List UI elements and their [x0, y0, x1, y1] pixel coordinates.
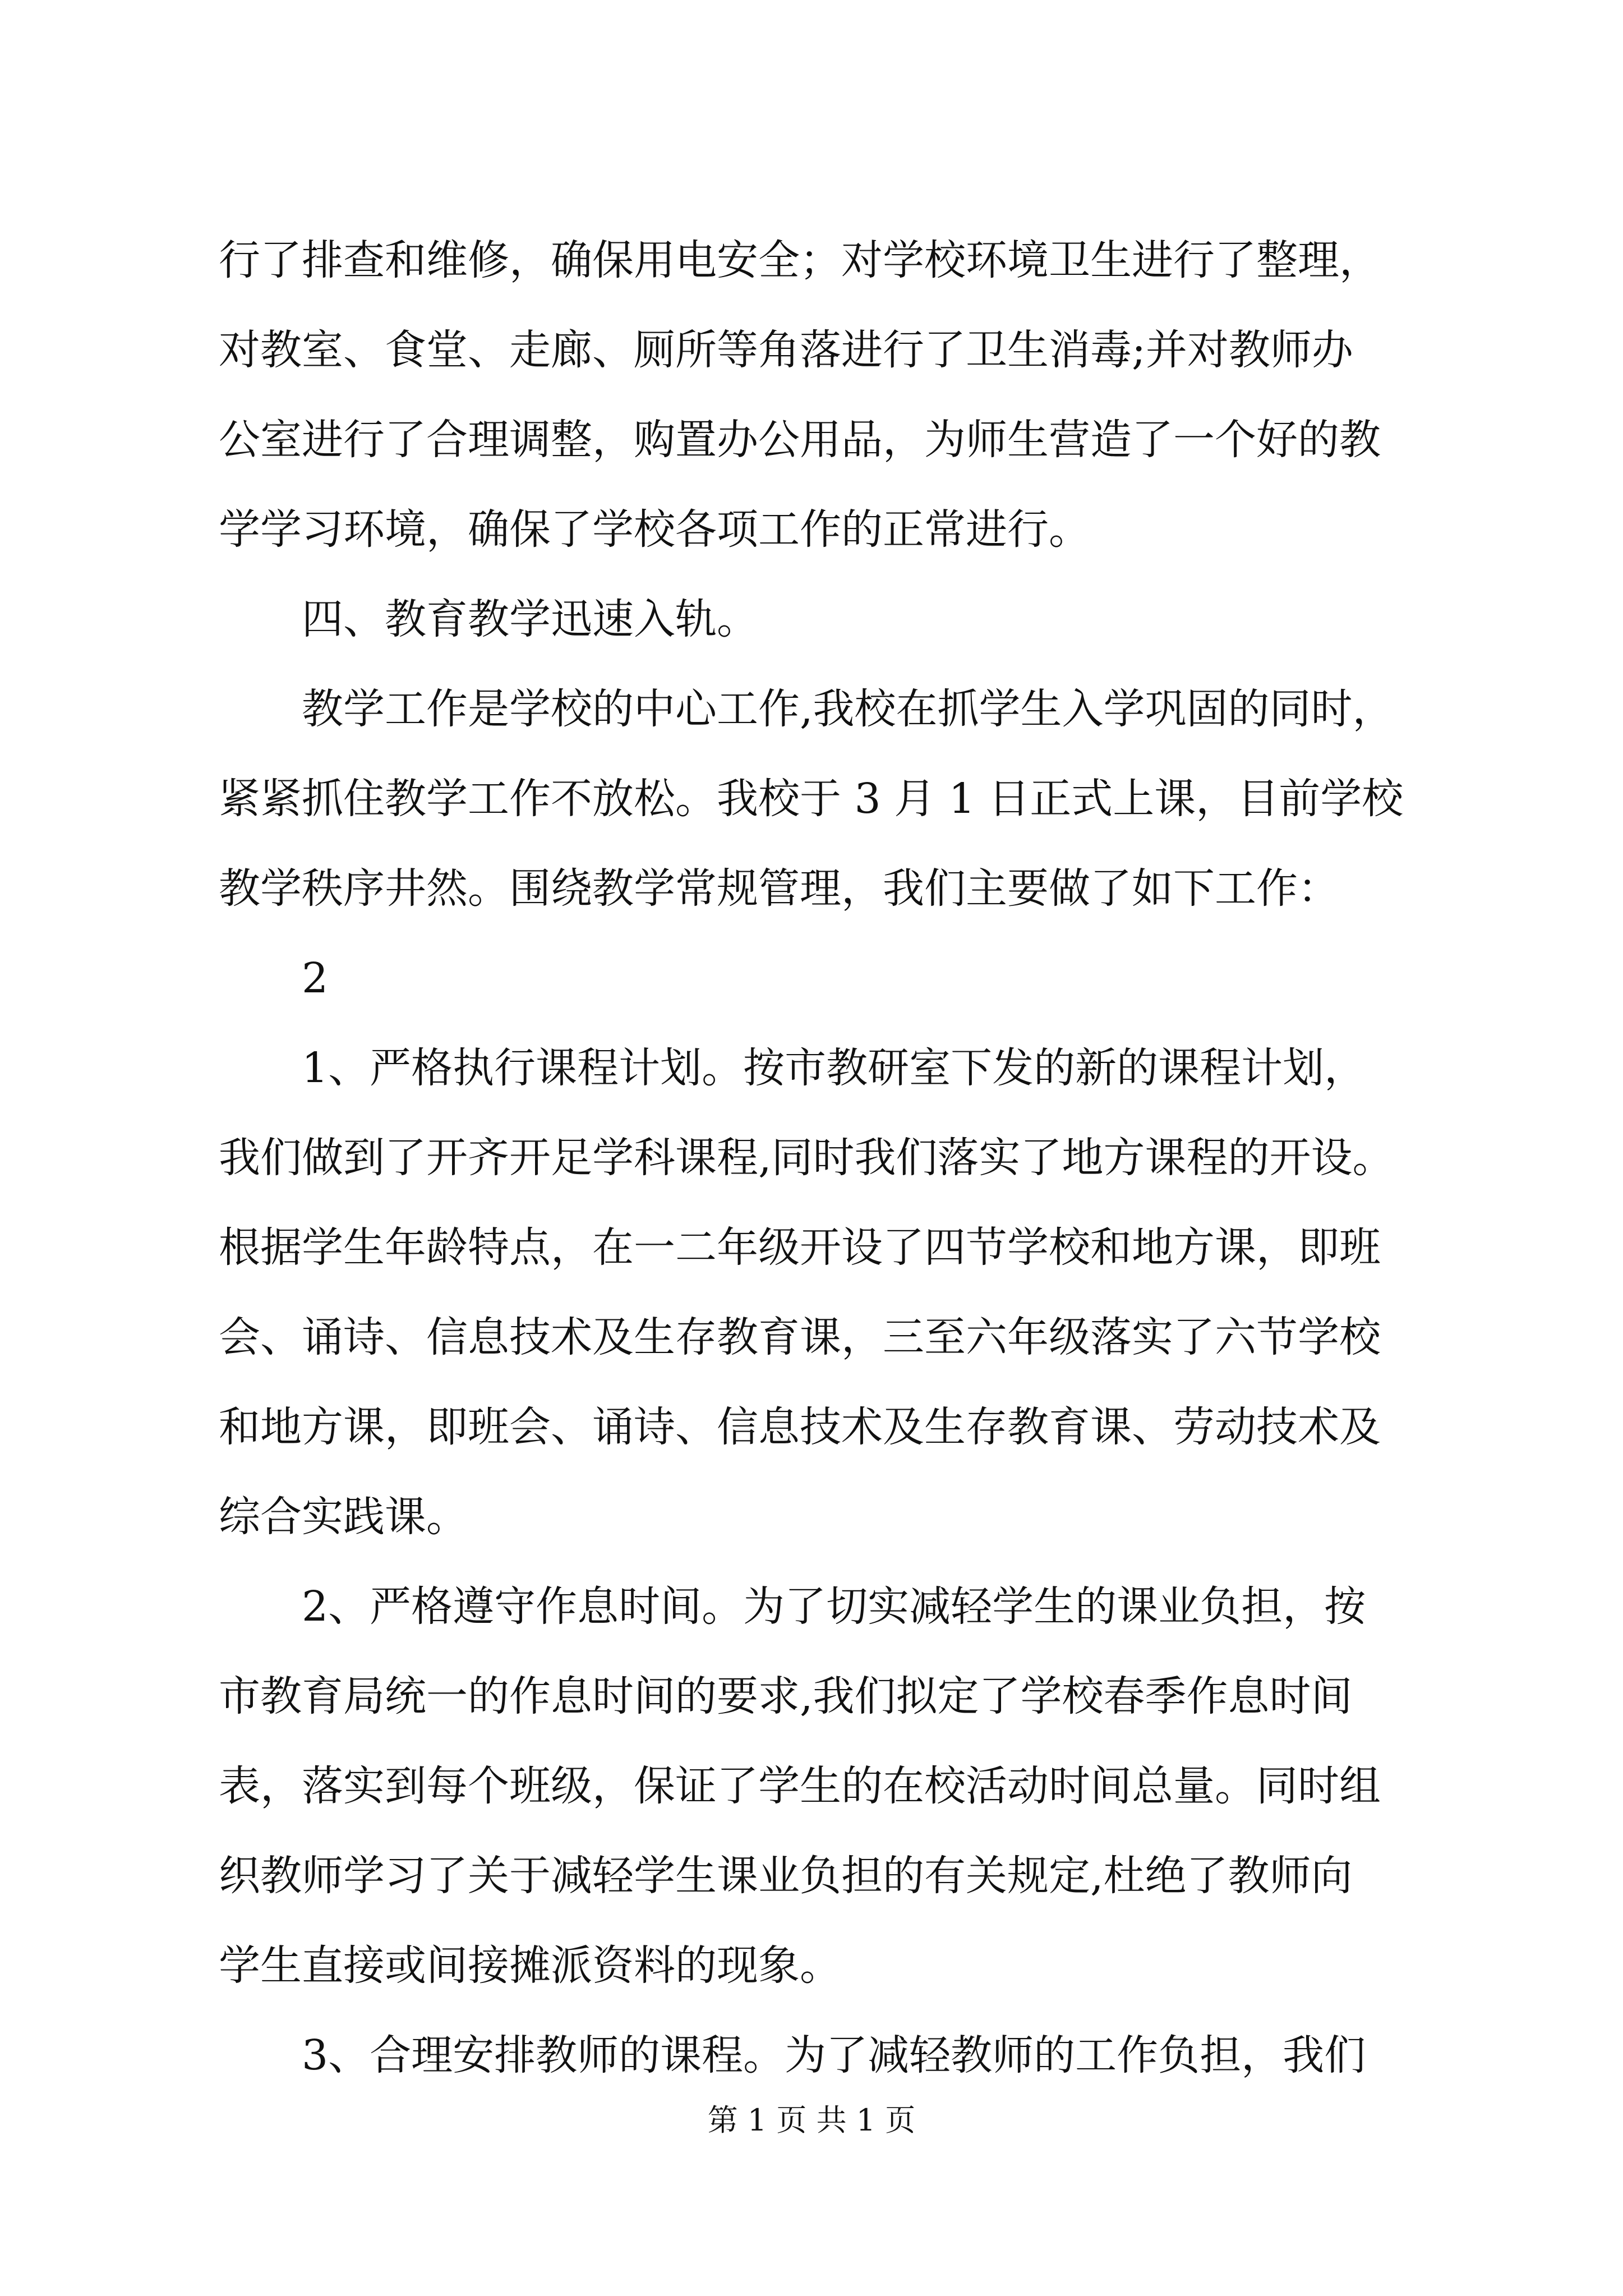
text-line: 学学习环境，确保了学校各项工作的正常进行。 — [219, 505, 1090, 554]
page-number-marker: 2 — [302, 954, 329, 1002]
text-line: 教学秩序井然。围绕教学常规管理，我们主要做了如下工作： — [219, 864, 1339, 913]
text-line: 学生直接或间接摊派资料的现象。 — [219, 1941, 841, 1990]
text-line: 教学工作是学校的中心工作,我校在抓学生入学巩固的同时， — [302, 685, 1394, 733]
text-line: 我们做到了开齐开足学科课程,同时我们落实了地方课程的开设。 — [219, 1134, 1394, 1182]
text-line: 公室进行了合理调整，购置办公用品，为师生营造了一个好的教 — [219, 416, 1381, 464]
text-line: 行了排查和维修，确保用电安全；对学校环境卫生进行了整理， — [219, 236, 1381, 284]
text-line: 对教室、食堂、走廊、厕所等角落进行了卫生消毒;并对教师办 — [219, 326, 1353, 374]
text-line: 根据学生年龄特点，在一二年级开设了四节学校和地方课，即班 — [219, 1223, 1381, 1272]
text-line: 2、严格遵守作息时间。为了切实减轻学生的课业负担，按 — [302, 1582, 1366, 1631]
text-line: 1、严格执行课程计划。按市教研室下发的新的课程计划， — [302, 1044, 1366, 1092]
page-footer: 第 1 页 共 1 页 — [707, 2102, 916, 2138]
text-line: 会、诵诗、信息技术及生存教育课，三至六年级落实了六节学校 — [219, 1313, 1381, 1361]
text-line: 综合实践课。 — [219, 1493, 468, 1541]
text-line: 3、合理安排教师的课程。为了减轻教师的工作负担，我们 — [302, 2031, 1366, 2079]
text-line: 紧紧抓住教学工作不放松。我校于 3 月 1 日正式上课，目前学校 — [219, 775, 1404, 823]
text-line: 织教师学习了关于减轻学生课业负担的有关规定,杜绝了教师向 — [219, 1852, 1353, 1900]
text-line: 市教育局统一的作息时间的要求,我们拟定了学校春季作息时间 — [219, 1672, 1353, 1720]
section-heading: 四、教育教学迅速入轨。 — [302, 595, 758, 643]
text-line: 和地方课，即班会、诵诗、信息技术及生存教育课、劳动技术及 — [219, 1403, 1381, 1451]
text-line: 表，落实到每个班级，保证了学生的在校活动时间总量。同时组 — [219, 1762, 1381, 1810]
